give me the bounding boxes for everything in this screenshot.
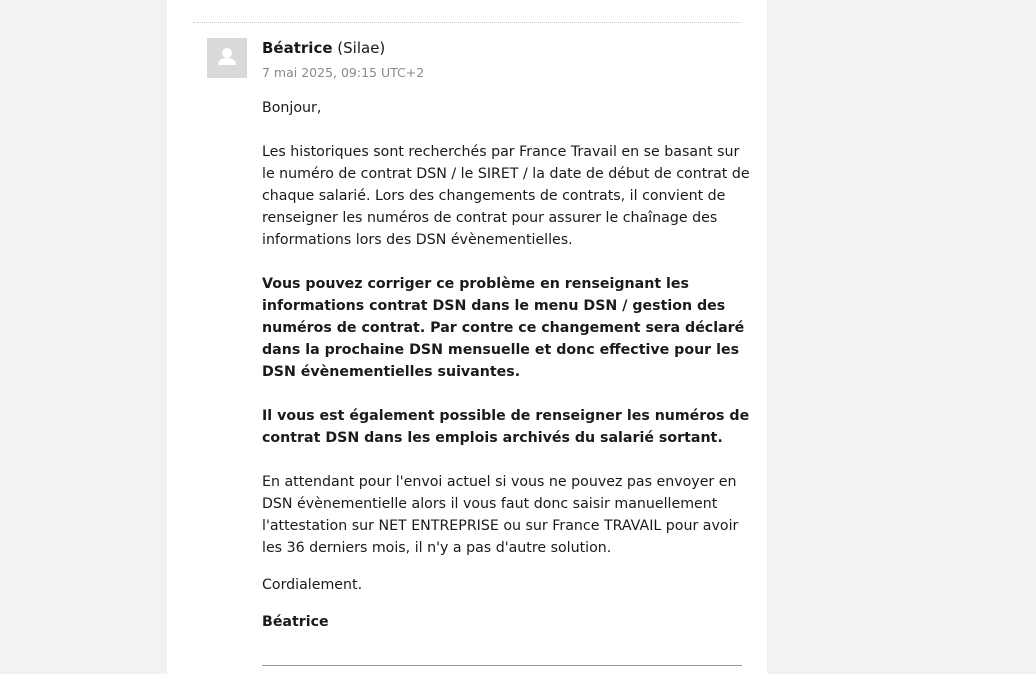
author-organization: (Silae) (337, 39, 386, 57)
top-divider (193, 22, 741, 23)
paragraph-correction: Vous pouvez corriger ce problème en renseignant les informations contrat DSN dans le menu DSN / gestion des numéros de contrat. Par contre ce changement sera déclaré dans la prochaine DSN mensuelle et donc effective pour les DSN évènementielles suivantes. (262, 276, 745, 380)
user-placeholder-icon[interactable] (207, 38, 247, 78)
author-line (262, 38, 752, 58)
bottom-divider (262, 665, 742, 666)
comment-card (167, 0, 767, 674)
greeting-text: Bonjour, (262, 100, 322, 116)
comment-body (262, 97, 752, 633)
paragraph-archived-jobs: Il vous est également possible de renseigner les numéros de contrat DSN dans les emplois archivés du salarié sortant. (262, 408, 750, 446)
comment-post (262, 38, 752, 633)
comment-timestamp[interactable]: 7 mai 2025, 09:15 UTC+2 (262, 65, 425, 80)
paragraph-manual-attestation: En attendant pour l'envoi actuel si vous ne pouvez pas envoyer en DSN évènementielle alors il vous faut donc saisir manuellement l'attestation sur NET ENTREPRISE ou sur France TRAVAIL pour avoir les 36 derniers mois, il n'y a pas d'autre solution. (262, 474, 739, 556)
closing-text: Cordialement. (262, 577, 363, 593)
author-name[interactable]: Béatrice (262, 39, 333, 57)
signature-text: Béatrice (262, 614, 329, 630)
paragraph-history: Les historiques sont recherchés par France Travail en se basant sur le numéro de contrat DSN / le SIRET / la date de début de contrat de chaque salarié. Lors des changements de contrats, il convient de renseigner les numéros de contrat pour assurer le chaînage des informations lors des DSN évènementielles. (262, 144, 750, 248)
